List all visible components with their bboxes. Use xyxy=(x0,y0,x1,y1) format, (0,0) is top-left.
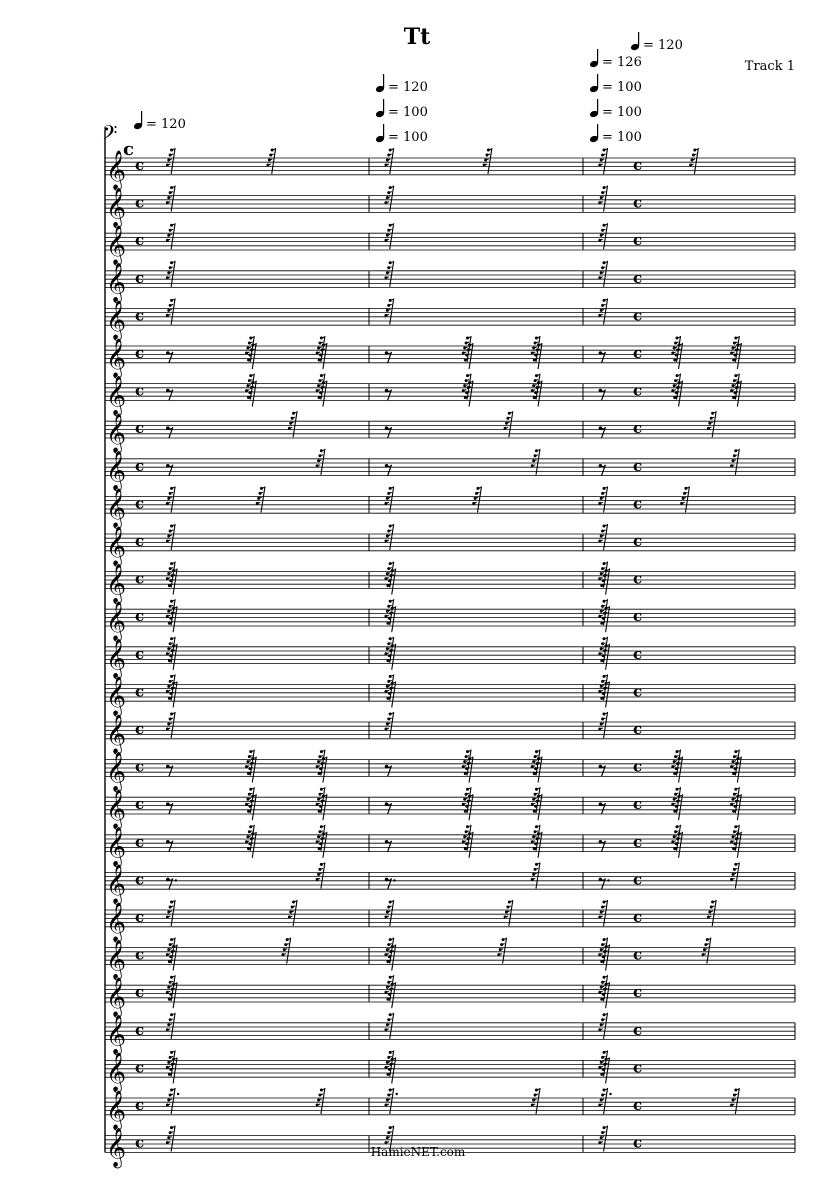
treble-clef-symbol: 𝄞 xyxy=(106,1089,127,1130)
rest-mark xyxy=(288,900,297,926)
treble-clef-symbol: 𝄞 xyxy=(106,789,127,829)
rest-mark xyxy=(504,900,513,926)
rest-mark xyxy=(598,186,607,212)
treble-clef-symbol: 𝄞 xyxy=(106,1014,127,1055)
rest-mark xyxy=(384,1088,397,1114)
time-signature: c xyxy=(633,832,643,851)
treble-clef-symbol: 𝄞 xyxy=(106,375,127,416)
rest-mark xyxy=(288,411,297,437)
time-signature: c xyxy=(633,1096,643,1114)
time-signature: c xyxy=(135,381,145,400)
rest-mark xyxy=(166,298,175,324)
rest-mark xyxy=(316,1088,325,1114)
time-signature: c xyxy=(633,569,643,588)
score-title: Tt xyxy=(403,24,431,50)
treble-clef-symbol: 𝄞 xyxy=(106,563,127,604)
time-signature: c xyxy=(135,419,145,438)
staff xyxy=(105,562,795,605)
rest-mark xyxy=(531,862,540,888)
rest-mark xyxy=(166,223,175,249)
time-signature: c xyxy=(633,1133,643,1152)
treble-clef-symbol: 𝄞 xyxy=(106,826,127,867)
eighth-rest xyxy=(599,878,610,890)
eighth-rest xyxy=(166,802,173,814)
rest-mark xyxy=(281,938,290,964)
time-signature: c xyxy=(135,193,145,212)
rest-mark xyxy=(384,223,393,249)
instrument-label: Track 1 xyxy=(744,59,795,74)
rest-mark xyxy=(256,486,265,512)
time-signature: c xyxy=(135,757,145,776)
tempo-mark-m2-b xyxy=(375,99,428,120)
rest-mark xyxy=(166,186,175,212)
treble-clef-symbol: 𝄞 xyxy=(106,901,127,942)
rest-mark xyxy=(266,148,275,174)
rest-mark xyxy=(166,1013,175,1039)
treble-clef-symbol: 𝄞 xyxy=(106,300,127,341)
staff xyxy=(105,1050,795,1093)
time-signature: c xyxy=(633,344,643,362)
staff xyxy=(105,374,795,417)
time-signature: c xyxy=(633,682,643,701)
rest-mark xyxy=(497,938,506,964)
rest-mark xyxy=(166,148,175,174)
rest-mark xyxy=(166,261,175,287)
treble-clef-symbol: 𝄞 xyxy=(106,713,127,754)
time-signature: c xyxy=(633,419,643,438)
tempo-mark-start xyxy=(133,111,186,132)
treble-clef-symbol: 𝄞 xyxy=(106,488,127,529)
staff xyxy=(105,486,795,529)
eighth-rest xyxy=(166,389,173,401)
staff xyxy=(105,1088,795,1131)
time-signature: c xyxy=(633,720,643,738)
time-signature: c xyxy=(135,344,145,362)
treble-clef-symbol: 𝄞 xyxy=(106,187,127,228)
time-signature: c xyxy=(633,306,643,325)
eighth-rest xyxy=(599,765,606,777)
rest-mark xyxy=(384,712,393,738)
rest-mark xyxy=(384,261,393,287)
eighth-rest xyxy=(599,464,606,476)
tempo-mark-m3-b xyxy=(589,49,642,70)
rest-mark xyxy=(166,900,175,926)
rest-mark xyxy=(384,298,393,324)
rest-mark xyxy=(730,1088,739,1114)
time-signature: c xyxy=(633,1058,643,1077)
treble-clef-symbol: 𝄞 xyxy=(106,977,127,1017)
rest-mark xyxy=(316,449,325,475)
rest-mark xyxy=(598,712,607,738)
tempo-mark-m3-c xyxy=(589,74,642,95)
treble-clef-symbol: 𝄞 xyxy=(106,149,127,190)
eighth-rest xyxy=(599,389,606,401)
time-signature: c xyxy=(633,1020,643,1039)
eighth-rest xyxy=(385,389,392,401)
rest-mark xyxy=(598,148,607,174)
footer-credit: HamieNET.com xyxy=(370,1145,466,1159)
bass-time-signature: c xyxy=(123,139,134,160)
time-signature: c xyxy=(135,1133,145,1152)
rest-mark xyxy=(504,411,513,437)
time-signature: c xyxy=(633,532,643,550)
time-signature: c xyxy=(633,795,643,814)
staff xyxy=(105,825,795,868)
rest-mark xyxy=(598,524,607,550)
tempo-mark-m3-d xyxy=(589,99,642,120)
staff xyxy=(105,298,795,341)
rest-mark xyxy=(166,524,175,550)
staff xyxy=(105,674,795,717)
staff xyxy=(105,411,795,454)
time-signature: c xyxy=(135,607,145,626)
bass-clef-symbol: 𝄢 xyxy=(102,121,118,149)
staff-system xyxy=(105,148,795,1168)
eighth-rest xyxy=(385,426,392,438)
time-signature: c xyxy=(135,306,145,325)
eighth-rest xyxy=(599,426,606,438)
tempo-mark-m3-a xyxy=(630,32,683,53)
time-signature: c xyxy=(633,494,643,513)
rest-mark xyxy=(598,298,607,324)
time-signature: c xyxy=(633,381,643,400)
rest-mark xyxy=(384,486,393,512)
staff xyxy=(105,862,795,905)
rest-mark xyxy=(707,900,716,926)
staff xyxy=(105,186,795,229)
time-signature: c xyxy=(135,720,145,738)
rest-mark xyxy=(730,862,739,888)
tempo-text: = 100 xyxy=(602,105,642,120)
treble-clef-symbol: 𝄞 xyxy=(106,1127,127,1168)
time-signature: c xyxy=(633,607,643,626)
time-signature: c xyxy=(633,870,643,889)
time-signature: c xyxy=(135,983,145,1002)
staff xyxy=(105,1013,795,1056)
tempo-mark-m2-a xyxy=(375,74,428,95)
tempo-text: = 100 xyxy=(388,130,428,145)
time-signature: c xyxy=(135,945,145,964)
time-signature: c xyxy=(135,908,145,926)
time-signature: c xyxy=(135,268,145,287)
treble-clef-symbol: 𝄞 xyxy=(106,525,127,566)
rest-mark xyxy=(166,1088,179,1114)
staff xyxy=(105,261,795,304)
treble-clef-symbol: 𝄞 xyxy=(106,413,127,453)
eighth-rest xyxy=(385,802,392,814)
time-signature: c xyxy=(135,795,145,814)
time-signature: c xyxy=(633,156,643,174)
time-signature: c xyxy=(135,1058,145,1077)
staff xyxy=(105,637,795,680)
treble-clef-symbol: 𝄞 xyxy=(106,1052,127,1093)
tempo-text: = 120 xyxy=(643,38,683,53)
tempo-mark-m3-e xyxy=(589,124,642,145)
treble-clef-symbol: 𝄞 xyxy=(106,262,127,303)
rest-mark xyxy=(316,862,325,888)
staff xyxy=(105,449,795,492)
rest-mark xyxy=(598,486,607,512)
time-signature: c xyxy=(135,832,145,851)
staff xyxy=(105,787,795,830)
rest-mark xyxy=(598,900,607,926)
eighth-rest xyxy=(599,802,606,814)
staff xyxy=(105,938,795,981)
tempo-text: = 100 xyxy=(602,130,642,145)
rest-mark xyxy=(598,223,607,249)
staff xyxy=(105,712,795,755)
time-signature: c xyxy=(135,644,145,663)
rest-mark xyxy=(384,1013,393,1039)
tempo-text: = 100 xyxy=(388,105,428,120)
time-signature: c xyxy=(135,682,145,701)
time-signature: c xyxy=(135,569,145,588)
time-signature: c xyxy=(633,908,643,926)
rest-mark xyxy=(598,1088,611,1114)
treble-clef-symbol: 𝄞 xyxy=(106,601,127,641)
time-signature: c xyxy=(135,870,145,889)
staff xyxy=(105,900,795,943)
rest-mark xyxy=(702,938,711,964)
eighth-rest xyxy=(385,878,396,890)
time-signature: c xyxy=(633,757,643,776)
staff xyxy=(105,336,795,379)
rest-mark xyxy=(472,486,481,512)
rest-mark xyxy=(166,712,175,738)
eighth-rest xyxy=(599,351,606,363)
staff xyxy=(105,524,795,567)
rest-mark xyxy=(707,411,716,437)
time-signature: c xyxy=(135,494,145,513)
time-signature: c xyxy=(135,532,145,550)
treble-clef-symbol: 𝄞 xyxy=(106,676,127,717)
time-signature: c xyxy=(135,1096,145,1114)
rest-mark xyxy=(166,486,175,512)
eighth-rest xyxy=(166,351,173,363)
rest-mark xyxy=(680,486,689,512)
time-signature: c xyxy=(135,156,145,174)
rest-mark xyxy=(598,1013,607,1039)
rest-mark xyxy=(598,261,607,287)
tempo-text: = 120 xyxy=(146,117,186,132)
time-signature: c xyxy=(633,456,643,475)
time-signature: c xyxy=(633,268,643,287)
eighth-rest xyxy=(599,840,606,852)
rest-mark xyxy=(483,148,492,174)
treble-clef-symbol: 𝄞 xyxy=(106,751,127,792)
eighth-rest xyxy=(385,840,392,852)
staff xyxy=(105,750,795,793)
time-signature: c xyxy=(135,231,145,250)
eighth-rest xyxy=(385,351,392,363)
rest-mark xyxy=(384,186,393,212)
time-signature: c xyxy=(135,456,145,475)
time-signature: c xyxy=(633,983,643,1002)
treble-clef-symbol: 𝄞 xyxy=(106,337,127,378)
eighth-rest xyxy=(166,426,173,438)
treble-clef-symbol: 𝄞 xyxy=(106,225,127,265)
staff xyxy=(105,223,795,266)
time-signature: c xyxy=(135,1020,145,1039)
time-signature: c xyxy=(633,945,643,964)
tempo-mark-m2-c xyxy=(375,124,428,145)
rest-mark xyxy=(598,1126,607,1152)
eighth-rest xyxy=(385,464,392,476)
staff xyxy=(105,599,795,642)
eighth-rest xyxy=(166,878,177,890)
rest-mark xyxy=(531,449,540,475)
treble-clef-symbol: 𝄞 xyxy=(106,450,127,491)
rest-mark xyxy=(531,1088,540,1114)
eighth-rest xyxy=(166,464,173,476)
tempo-text: = 120 xyxy=(388,80,428,95)
eighth-rest xyxy=(166,840,173,852)
eighth-rest xyxy=(166,765,173,777)
time-signature: c xyxy=(633,644,643,663)
rest-mark xyxy=(730,449,739,475)
staff xyxy=(105,975,795,1018)
tempo-text: = 100 xyxy=(602,80,642,95)
time-signature: c xyxy=(633,231,643,250)
time-signature: c xyxy=(633,193,643,212)
treble-clef-symbol: 𝄞 xyxy=(106,638,127,679)
treble-clef-symbol: 𝄞 xyxy=(106,939,127,980)
tempo-text: = 126 xyxy=(602,55,642,70)
rest-mark xyxy=(166,1126,175,1152)
staff xyxy=(105,148,795,191)
rest-mark xyxy=(689,148,698,174)
eighth-rest xyxy=(385,765,392,777)
rest-mark xyxy=(384,148,393,174)
treble-clef-symbol: 𝄞 xyxy=(106,864,127,905)
rest-mark xyxy=(384,524,393,550)
rest-mark xyxy=(384,900,393,926)
